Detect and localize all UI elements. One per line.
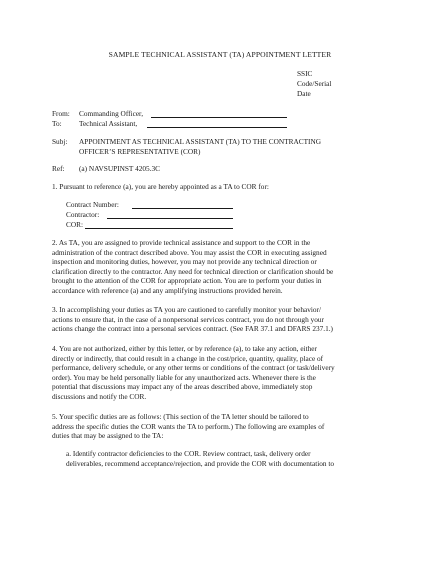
para1-text: 1. Pursuant to reference (a), you are hereby appointed as a TA to COR for: <box>52 182 269 191</box>
ssic-block <box>297 69 331 99</box>
subject-row <box>52 137 321 147</box>
para5-line: address the specific duties the COR wants the TA to perform.) The following are examples of <box>52 421 325 431</box>
para2 <box>52 238 392 295</box>
para5a-line: a. Identify contractor deficiencies to the COR. Review contract, task, delivery order <box>66 449 311 458</box>
page-title: SAMPLE TECHNICAL ASSISTANT (TA) APPOINTMENT LETTER <box>108 50 332 59</box>
para4-line: order). You may be held personally liable for any unauthorized acts. Whenever there is the <box>52 372 316 382</box>
para5a <box>66 449 406 468</box>
para4-line: performance, delivery schedule, or any other terms or conditions of the contract (or task/delivery <box>52 363 335 372</box>
para5-line: duties that may be assigned to the TA: <box>52 431 164 440</box>
para2-line: 2. As TA, you are assigned to provide technical assistance and support to the COR in the <box>52 238 311 247</box>
contractor-underline <box>107 218 233 219</box>
cor-row <box>66 220 83 230</box>
cor-underline <box>85 228 233 229</box>
para2-line: inspection and monitoring duties, however, you may not provide any technical direction or <box>52 257 317 266</box>
subject-label: Subj: <box>52 137 68 146</box>
cor-label: COR: <box>66 220 84 229</box>
contract-number-row <box>66 200 119 210</box>
from-row <box>52 109 143 119</box>
to-underline <box>147 127 287 128</box>
contract-number-label: Contract Number: <box>66 200 119 209</box>
para3-line: actions change the contract into a personal services contract. (See FAR 37.1 and DFARS 237.1.) <box>52 324 333 333</box>
para2-line: clarification directly to the contractor. Any need for technical direction or clarification should be <box>52 266 334 276</box>
reference-value: (a) NAVSUPINST 4205.3C <box>79 164 161 173</box>
para2-line: brought to the attention of the COR for appropriate action. You are to perform your duties in <box>52 276 322 285</box>
para3-line: actions to ensure that, in the case of a nonpersonal services contract, you do not through your <box>52 314 324 324</box>
reference-label: Ref: <box>52 164 65 173</box>
to-value: Technical Assistant, <box>79 119 138 128</box>
para3-line: 3. In accomplishing your duties as TA you are cautioned to carefully monitor your behavior/ <box>52 305 321 314</box>
para4-line: directly or indirectly, that could result in a change in the cost/price, quantity, quality, place of <box>52 353 324 363</box>
para5a-line: deliverables, recommend acceptance/rejection, and provide the COR with documentation to <box>66 458 335 468</box>
contractor-row <box>66 210 99 220</box>
para3 <box>52 305 392 334</box>
ssic-label: SSIC <box>297 69 313 78</box>
para5-line: 5. Your specific duties are as follows: (This section of the TA letter should be tailored to <box>52 412 309 421</box>
para4-line: potential that discussions may impact any of the areas described above, immediately stop <box>52 382 313 391</box>
contract-number-underline <box>132 208 233 209</box>
contractor-label: Contractor: <box>66 210 100 219</box>
para4-line: discussions and notify the COR. <box>52 391 147 401</box>
from-label: From: <box>52 109 70 118</box>
from-value: Commanding Officer, <box>79 109 144 118</box>
from-underline <box>151 117 287 118</box>
code-serial-label: Code/Serial <box>297 79 332 88</box>
to-row <box>52 119 137 129</box>
reference-row <box>52 164 160 174</box>
subject-line-1: APPOINTMENT AS TECHNICAL ASSISTANT (TA) TO THE CONTRACTING <box>79 137 322 146</box>
para2-line: accordance with reference (a) and any amplifying instructions provided herein. <box>52 285 283 295</box>
para4 <box>52 344 392 401</box>
to-label: To: <box>52 119 62 128</box>
date-label: Date <box>297 89 311 98</box>
para2-line: administration of the contract described above. You may assist the COR in executing assigned <box>52 247 327 257</box>
para5 <box>52 412 392 441</box>
para4-line: 4. You are not authorized, either by this letter, or by reference (a), to take any action, either <box>52 344 317 353</box>
subject-line-2: OFFICER’S REPRESENTATIVE (COR) <box>79 147 201 156</box>
